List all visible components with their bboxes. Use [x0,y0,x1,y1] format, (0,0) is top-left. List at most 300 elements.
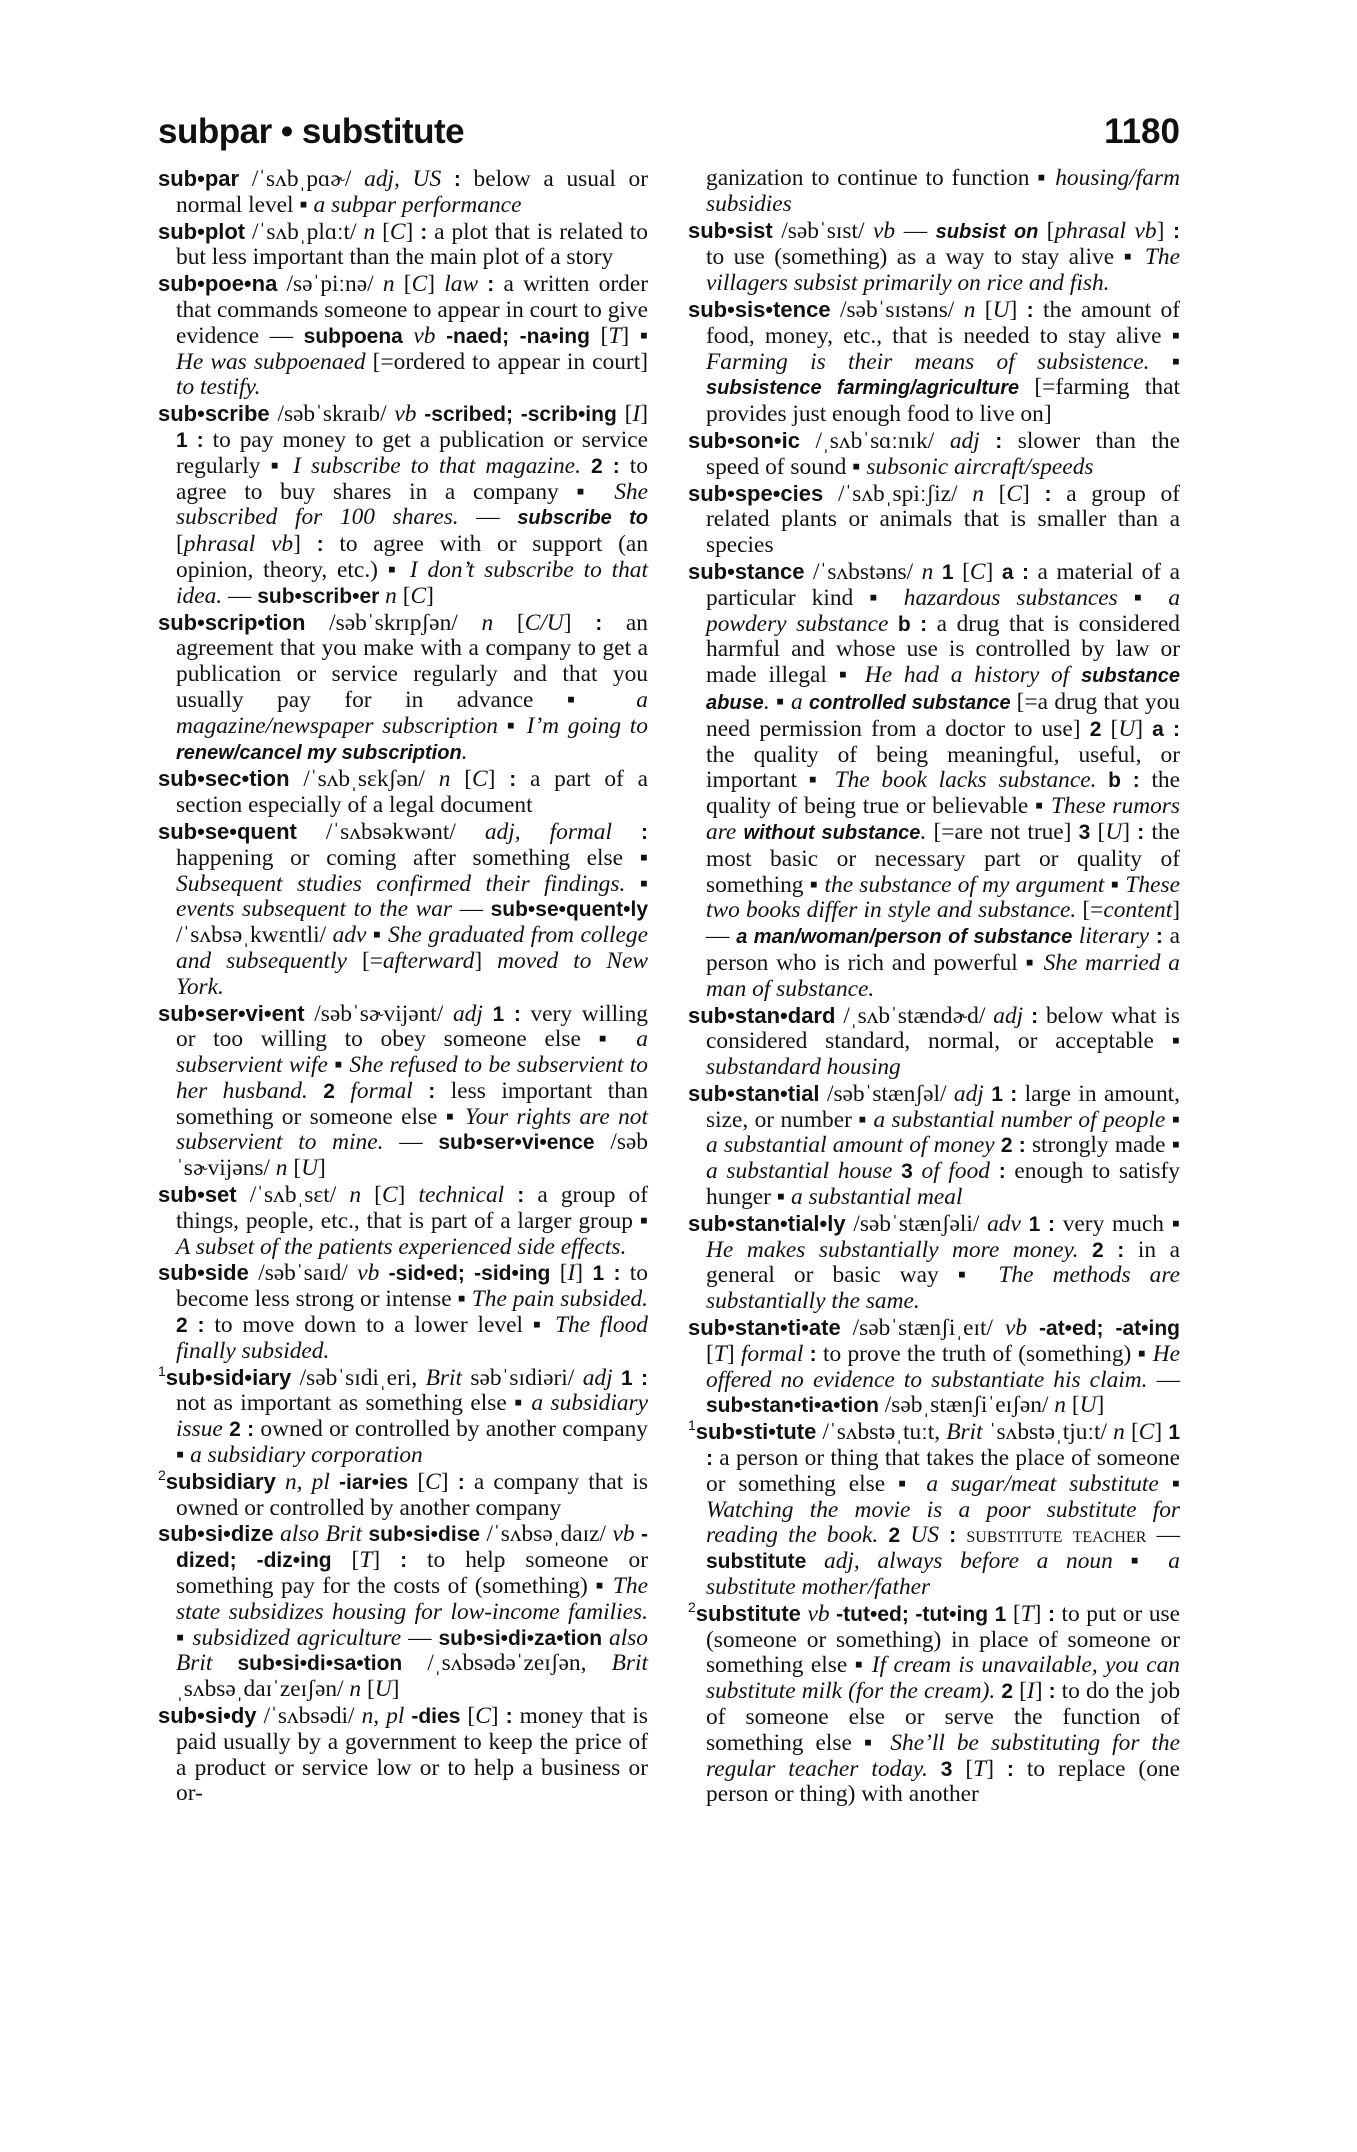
entry-text: ] — [706,897,1180,950]
entry-text: a substantial house [706,1158,893,1185]
headword: sub•spe•cies [688,480,824,506]
entry-text: a subsidiary corporation [190,1442,423,1469]
entry-text: 3 [927,1757,966,1781]
entry-text: large in amount, size, or number ▪ [706,1080,1180,1133]
entry-text: 2 : [1078,1238,1138,1262]
entry-text: vb [413,322,447,349]
entry-text: C [969,558,986,585]
headword: sub•ser•vi•ent [158,1000,305,1026]
entry-text: ▪ [1149,348,1180,375]
entry-text: subpoena [303,324,414,348]
entry-text: The state subsidizes housing for low-income families. [176,1573,648,1625]
entry-text: a magazine/newspaper subscription [176,686,648,739]
entry-text: ] [1034,1678,1049,1705]
entry-text: a subsidiary issue [176,1390,649,1443]
entry-text: [ [962,558,970,585]
dictionary-entry [158,1521,648,1703]
entry-text: /ˈsʌbsədi/ [256,1703,362,1730]
entry-text: law [444,271,479,298]
entry-text: : [990,1160,1015,1184]
entry-text: a group of related plants or animals that is smaller than a species [706,480,1181,559]
entry-text: sub•se•quent•ly [490,898,648,922]
entry-text: 1 : [1020,1212,1063,1236]
entry-text: 1 : [706,1421,1180,1471]
entry-text: [ [559,1260,568,1287]
entry-text: T [713,1340,727,1367]
entry-text: — [1146,1522,1180,1549]
entry-text: /səbˈstænʃəl/ [819,1080,954,1107]
headword: sub•scrip•tion [158,609,306,635]
entry-text: adv [332,922,367,949]
entry-text: The book lacks substance. [834,767,1097,794]
entry-text: 1 : [612,1366,649,1390]
dictionary-entry [158,1469,648,1522]
entry-text: ] [1096,1392,1105,1419]
entry-text: . [763,688,770,715]
entry-text: a [791,688,810,715]
entry-text: [ [351,1547,360,1574]
entry-text: a sugar/meat substitute [926,1470,1159,1497]
entry-text: ] ▪ [621,322,648,349]
entry-text: /səbˈsɪst/ [772,217,874,244]
entry-text: the quality of being meaningful, useful, or important ▪ [706,741,1180,794]
entry-text: /ˈsʌbstəns/ [804,558,922,585]
entry-text: [ [417,1468,426,1495]
entry-text: ▪ [366,922,388,949]
entry-text: : [478,273,504,297]
entry-text: a subpar performance [313,191,522,218]
entry-text: : [412,1079,451,1103]
entry-text: hazardous substances [903,584,1118,611]
entry-text: 2 [878,1524,911,1548]
dictionary-entry [688,559,1180,1003]
entry-text: formal [740,1340,804,1367]
entry-text: to pay money to get a publication or service regularly ▪ [176,426,649,479]
entry-text: vb [1004,1315,1040,1342]
entry-text: n [438,766,451,793]
entry-text: [=a drug that you need permission from a doctor to use] [706,688,1180,742]
entry-text: He offered no evidence to substantiate his claim. [706,1340,1181,1393]
entry-text: : [1047,1602,1062,1626]
headword: sub•side [158,1260,249,1286]
entry-text: a substantial number of people [873,1106,1166,1133]
entry-text: ] [1022,480,1045,507]
entry-text: I [632,401,641,428]
entry-text: Your rights are not subservient to mine. [176,1103,648,1156]
entry-text: C [1006,480,1022,507]
entry-text: n [481,609,494,636]
entry-text: [=are not true] [926,818,1079,845]
entry-text: controlled substance [809,691,1017,714]
entry-text: [ [1110,715,1119,742]
entry-text: Brit [946,1419,989,1446]
entry-text: not as important as something else ▪ [176,1390,532,1417]
dictionary-entry [688,1081,1180,1211]
entry-text: ] [427,271,445,298]
entry-text: — [895,217,936,244]
entry-text: — [1147,1366,1180,1393]
entry-text: [ [965,1755,974,1782]
entry-text: [ [176,531,184,558]
entry-text: to agree with or support (an opinion, theory, etc.) ▪ [176,531,649,583]
entry-text: -at•ed; -at•ing [1039,1317,1180,1341]
entry-text: T [359,1547,373,1574]
entry-text: : [420,220,435,244]
entry-text: 2 : [222,1418,261,1442]
entry-text: housing/farm subsidies [706,165,1180,217]
entry-text: /ˈsʌbˌspiːʃiz/ [823,480,973,507]
entry-text: n, pl [361,1703,412,1730]
dictionary-entry [158,610,648,767]
entry-text: : [612,820,649,844]
headword: sub•scribe [158,401,270,427]
entry-text: She graduated from college and subsequently [176,922,648,974]
entry-text: I don’t subscribe to that idea. [176,556,648,609]
entry-text: subsonic aircraft/speeds [866,453,1094,480]
dictionary-entry [688,1211,1180,1315]
entry-text: sub•si•di•za•tion [438,1626,610,1650]
entry-text: A subset of the patients experienced side effects. [176,1233,627,1260]
entry-text: : [400,1549,428,1573]
entry-text: ▪ [1158,1470,1180,1497]
entry-text: a person or thing that takes the place of someone or something else ▪ [706,1445,1181,1497]
entry-text: U [1079,1392,1097,1419]
entry-text: /səbˈsaɪd/ [248,1260,358,1287]
entry-text: ] [986,1755,1007,1782]
entry-text: U [992,296,1010,323]
entry-text: /ˌsʌbˈsɑːnɪk/ [799,427,950,454]
entry-text: adj [993,1002,1024,1029]
entry-text: a plot that is related to but less important than the main plot of a story [176,218,649,271]
entry-text: 2 [1089,717,1111,741]
entry-text: : [1023,1004,1046,1028]
entry-text: 1 : [592,1262,630,1286]
headword: sub•stan•tial•ly [688,1210,846,1236]
entry-text: Farming is their means of subsistence. [706,348,1150,375]
entry-text: to testify. [176,374,261,401]
entry-text: 2 : [994,1134,1032,1158]
entry-text: vb [612,1521,641,1548]
entry-text: [ [366,1676,375,1703]
entry-text: renew/cancel my subscription [176,741,462,764]
entry-text: a group of things, people, etc., that is part of a larger group ▪ [176,1182,648,1234]
entry-text: : [1172,219,1180,243]
entry-text: He had a history of [864,662,1082,689]
entry-text: /ˈsʌbstəˌtuːt, [816,1419,947,1446]
entry-text: ] [405,218,421,245]
entry-text: ] [726,1340,741,1367]
entry-text: ˈsʌbstəˌtjuːt/ [988,1419,1114,1446]
entry-text: C [1138,1419,1155,1446]
entry-text: He was subpoenaed [176,348,373,375]
entry-text: /ˈsʌbsəˌkwɛntli/ [176,922,333,949]
entry-text: : [441,168,474,191]
headword: sub•sist [688,217,773,243]
entry-text: ] [1156,217,1173,244]
entry-text: n [385,582,403,609]
entry-text: ] [985,558,1002,585]
entry-text: She married a man of substance. [706,949,1180,1002]
entry-text: The flood finally subsided. [176,1312,648,1364]
entry-text: T [608,322,622,349]
dictionary-entry [158,1703,648,1807]
entry-text: ] [474,947,498,974]
dictionary-entry [688,297,1180,428]
entry-text: U [301,1155,319,1182]
entry-text: 1 [933,560,963,584]
entry-text: subsistence farming/agriculture [706,377,1035,400]
entry-text [276,1469,285,1495]
entry-text: ] [1135,715,1153,742]
entry-text: /səbˈskraɪb/ [269,401,395,428]
entry-text: səbˈsɪdiəri/ [470,1364,583,1391]
entry-text: to move down to a lower level ▪ [214,1312,555,1339]
entry-text: /ˈsʌbˌplɑːt/ [245,218,364,245]
headword: sub•plot [158,218,246,244]
entry-text: : [803,1342,823,1366]
entry-text: [= [1076,897,1104,924]
entry-text: -iar•ies [339,1470,418,1494]
entry-text: /səbˈsɪdiˌeri, [291,1364,426,1391]
entry-text: phrasal vb [1054,217,1157,244]
entry-text: sub•stan•ti•a•tion [706,1394,885,1418]
entry-text: 3 [892,1160,922,1184]
entry-text: ] [318,1155,326,1182]
entry-text: ] [575,1260,593,1287]
entry-text: n [349,1676,367,1703]
entry-text: These two books differ in style and substance. [706,871,1180,924]
entry-text: . [461,738,468,765]
entry-text: sub•si•di•sa•tion [237,1652,428,1676]
dictionary-entry [158,1001,648,1183]
entry-text: ▪ [769,688,792,715]
entry-text: — [451,896,491,923]
headword: sub•se•quent [158,818,297,844]
entry-text: phrasal vb [183,531,294,558]
entry-text: subsidized agriculture [192,1624,402,1651]
entry-text: /ˈsʌbˌsɛt/ [236,1182,350,1209]
entry-text: She subscribed for 100 shares. [176,478,648,531]
entry-text: owned or controlled by another company ▪ [176,1416,648,1469]
entry-text: : [979,429,1018,453]
right-column [688,166,1180,1808]
entry-text: ▪ [497,712,527,739]
entry-text: vb [394,401,425,428]
left-column [158,166,648,1807]
entry-text: [ [1046,217,1055,244]
entry-text: content [1103,897,1173,924]
entry-text [801,1601,808,1627]
entry-text: I’m going to [526,712,648,739]
guide-words: subpar • substitute [158,112,465,151]
entry-text: n [1113,1419,1125,1446]
headword: substitute [695,1600,801,1626]
entry-text: -sid•ed; -sid•ing [388,1262,560,1286]
entry-text: [ [493,609,525,636]
entry-text: n [363,218,376,245]
entry-text: /səbˈstænʃiˌeɪt/ [840,1315,1005,1342]
entry-text: ▪ [1165,1106,1180,1133]
entry-text: — [222,582,258,609]
entry-text: ▪ [176,1624,193,1651]
entry-text: adj [953,1080,984,1107]
dictionary-entry [688,218,1180,297]
homograph-number: 1 [688,1417,696,1434]
entry-text: 2 [307,1079,351,1103]
dictionary-entry [688,1601,1180,1808]
entry-text: adj, always before a noun [824,1548,1113,1575]
entry-text: strongly made ▪ [1031,1132,1180,1159]
headword: sub•stance [688,558,805,584]
entry-text: . [920,818,927,845]
entry-text: ] [640,401,648,428]
entry-text: : [1006,1757,1027,1781]
dictionary-entry [158,271,648,401]
entry-text: a person who is rich and powerful ▪ [706,923,1181,976]
homograph-number: 1 [158,1362,166,1379]
entry-text: C [475,1703,491,1730]
entry-text: US [910,1522,939,1549]
entry-text: -dies [411,1705,468,1729]
entry-text: If cream is unavailable, you can substitute milk (for the cream). [706,1652,1180,1705]
entry-text: technical [418,1182,505,1209]
entry-text: b : [888,612,937,636]
entry-text: the amount of food, money, etc., that is needed to stay alive ▪ [706,296,1181,349]
entry-text: — [383,1129,439,1156]
entry-text: I [1026,1678,1035,1705]
entry-text: — [458,504,518,531]
entry-text: n [275,1155,294,1182]
entry-text: Brit [611,1650,648,1677]
entry-text: to use (something) as a way to stay alive ▪ [706,244,1145,271]
dictionary-entry [158,166,648,219]
entry-text: /səˈpiːnə/ [277,271,383,298]
entry-text: 1 : [482,1002,531,1026]
entry-text: substitute teacher [966,1522,1147,1549]
entry-text: : [1044,482,1067,506]
entry-text: /ˈsʌbsəkwənt/ [296,818,485,845]
entry-text: without substance [743,821,921,844]
entry-text: ▪ [327,1052,350,1079]
entry-text: : [938,1524,967,1548]
entry-text: n [972,480,984,507]
entry-text: moved to New York. [176,947,648,1000]
entry-text: n, pl [284,1468,339,1495]
entry-text: n [963,296,976,323]
entry-text: U [374,1676,392,1703]
entry-text: /ˌsʌbˈstændɚd/ [835,1002,994,1029]
entry-text: : [504,1184,538,1208]
entry-text: -tut•ed; -tut•ing 1 [836,1602,1013,1626]
entry-text: substitute [706,1550,825,1574]
entry-text: : [1026,298,1044,322]
entry-text: ▪ [1112,1548,1169,1575]
entry-text: [ [624,401,633,428]
entry-text: formal [350,1077,413,1104]
entry-text: She refused to be subservient to her husband. [176,1052,648,1104]
entry-text: substandard housing [706,1054,901,1081]
entry-text: ] [1033,1600,1048,1627]
entry-text: ganization to continue to function ▪ [706,165,1056,191]
entry-text: [ [450,766,472,793]
entry-text: [ [706,1340,714,1367]
entry-text: b : [1096,769,1152,793]
entry-text: also Brit [280,1521,369,1548]
dictionary-entry [158,766,648,819]
entry-text: 2 [995,1680,1020,1704]
entry-text: an agreement that you make with a company to get a publication or service regularly and that you usually pay for in advance ▪ [176,609,648,713]
entry-text: a substitute mother/father [706,1548,1180,1601]
entry-text: substance abuse [706,665,1180,714]
entry-text: sub•si•dise [368,1523,487,1547]
entry-text: /ˈsʌbsəˌdaɪz/ [486,1521,613,1548]
entry-text: [ [1019,1678,1027,1705]
entry-text: The methods are substantially the same. [706,1262,1180,1315]
entry-text: /səbˈsɚvijəns/ [176,1129,649,1182]
entry-text: C [472,766,488,793]
entry-text: [ [983,480,1007,507]
entry-text: sub•scrib•er [257,584,386,608]
entry-text: ] [1009,296,1027,323]
entry-text: ] [1122,818,1138,845]
dictionary-entry [688,428,1180,481]
entry-text: [ [375,218,390,245]
entry-text: sub•ser•vi•ence [438,1131,611,1155]
entry-text: C [411,271,428,298]
dictionary-entry [158,401,648,609]
entry-text: ▪ [1104,871,1126,898]
dictionary-entry [688,1315,1180,1419]
entry-text: Watching the movie is a poor substitute for reading the book. [706,1496,1180,1549]
entry-text: afterward [382,947,475,974]
homograph-number: 2 [688,1599,696,1616]
entry-text: I subscribe to that magazine. [293,452,581,479]
entry-text: These rumors are [706,793,1180,845]
entry-text: below a usual or normal level ▪ [176,166,648,218]
entry-text: ] [372,1547,401,1574]
headword: sub•sis•tence [688,296,831,322]
entry-text: : [1137,820,1152,844]
dictionary-entry [158,1182,648,1260]
homograph-number: 2 [158,1467,166,1484]
entry-text: /səbˈskrɪpʃən/ [305,609,482,636]
entry-text: [ [361,1182,382,1209]
entry-text: subsist on [935,220,1047,243]
entry-text: C [381,1182,398,1209]
entry-text: a part of a section especially of a legal document [176,766,648,819]
entry-continuation [688,166,1180,218]
entry-text: /səbˈsɚvijənt/ [304,1000,453,1027]
entry-text: to help someone or something pay for the costs of (something) ▪ [176,1547,649,1600]
entry-text: to replace (one person or thing) with another [706,1755,1180,1808]
entry-text: less important than something or someone else ▪ [176,1077,649,1130]
entry-text: [ [394,271,412,298]
entry-text: a written order that commands someone to appear in court to give evidence — [176,271,649,349]
entry-text: below what is considered standard, normal, or acceptable ▪ [706,1002,1180,1055]
entry-text: adj [452,1000,483,1027]
entry-text: -naed; -na•ing [446,324,601,348]
entry-text: a material of a particular kind ▪ [706,558,1180,611]
entry-text: [ [1097,818,1106,845]
entry-text: to put or use (someone or something) in place of someone or something else ▪ [706,1600,1180,1679]
entry-text: 2 : [176,1314,215,1338]
entry-text: n [382,271,395,298]
entry-text: : [509,768,530,792]
entry-text: a substantial meal [790,1184,963,1211]
entry-text: [ [600,322,609,349]
dictionary-entry [688,481,1180,559]
entry-text: very willing or too willing to obey someone else ▪ [176,1000,648,1053]
